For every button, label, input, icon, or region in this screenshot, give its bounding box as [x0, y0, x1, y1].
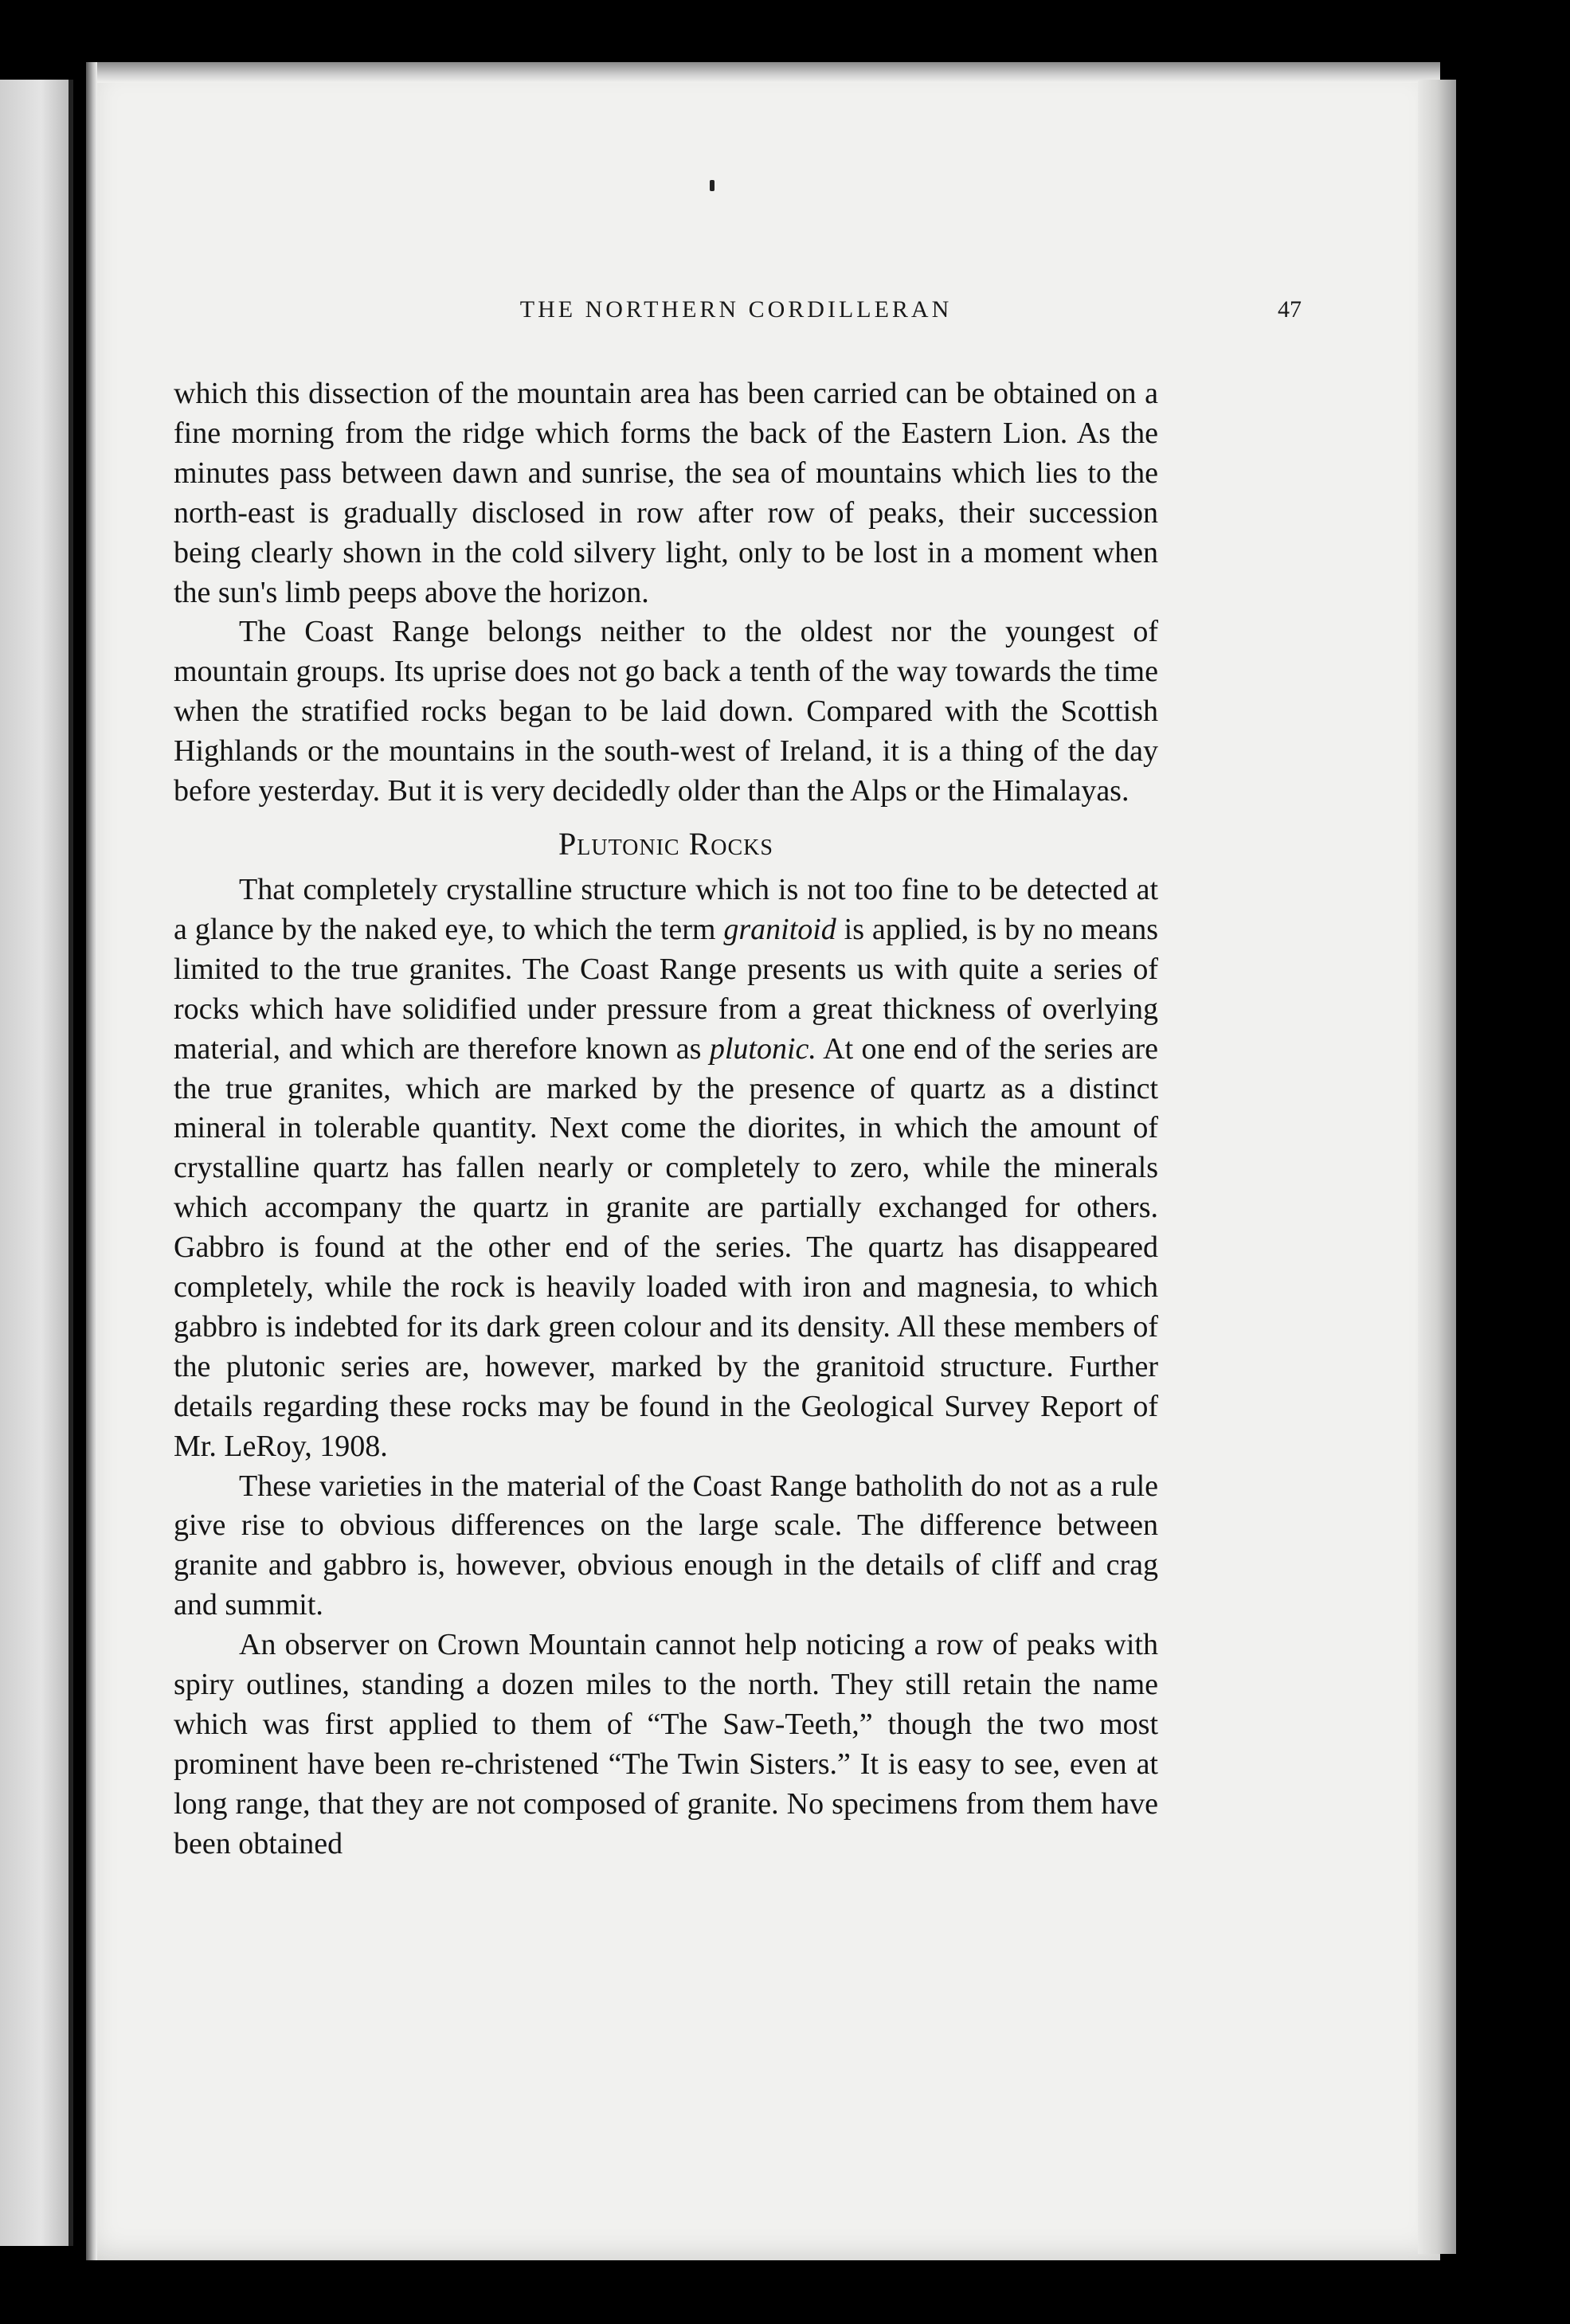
section-heading: Plutonic Rocks: [558, 825, 773, 862]
body-text: [174, 374, 1158, 1864]
paragraph: An observer on Crown Mountain cannot help noticing a row of peaks with spiry outlines, standing a dozen miles to the north. They still retain the name which was first applied to them of “The Saw-Teeth,” though the two most prominent have been re-christened “The Twin Sisters.” It is easy to see, even at long range, that they are not composed of granite. No specimens from them have been obtained: [174, 1628, 1158, 1860]
paragraph: These varieties in the material of the Coast Range batholith do not as a rule give rise to obvious differences on the large scale. The difference between granite and gabbro is, however, obvious enough in the details of cliff and crag and summit.: [174, 1469, 1158, 1622]
italic-term: plutonic.: [709, 1031, 816, 1066]
paragraph: The Coast Range belongs neither to the oldest nor the youngest of mountain groups. Its uprise does not go back a tenth of the way towards the time when the stratified rocks began to be laid down. Compared with the Scottish Highlands or the mountains in the south-west of Ireland, it is a thing of the day before yesterday. But it is very decidedly older than the Alps or the Himalayas.: [174, 615, 1158, 808]
page-gutter-shadow: [86, 62, 97, 2260]
paragraph-text: At one end of the series are the true granites, which are marked by the presence of quartz as a distinct mineral in tolerable quantity. Next come the diorites, in which the amount of crystalline quartz has fallen nearly or completely to zero, while the minerals which accompany the quartz in granite are partially exchanged for others. Gabbro is found at the other end of the series. The quartz has disappeared completely, while the rock is heavily loaded with iron and magnesia, to which gabbro is indebted for its dark green colour and its density. All these members of the plutonic series are, however, marked by the granitoid structure. Further details regarding these rocks may be found in the Geological Survey Report of Mr. LeRoy, 1908.: [174, 1031, 1158, 1463]
printer-mark: [710, 180, 715, 191]
previous-page-edge: [0, 80, 73, 2246]
italic-term: granitoid: [723, 912, 836, 946]
page-number: 47: [1278, 296, 1302, 323]
paragraph-continued: which this dissection of the mountain area has been carried can be obtained on a fine morning from the ridge which forms the back of the Eastern Lion. As the minutes pass between dawn and sunrise, the sea of mountains which lies to the north-east is gradually disclosed in row after row of peaks, their succession being clearly shown in the cold silvery light, only to be lost in a moment when the sun's limb peeps above the horizon.: [174, 377, 1158, 609]
paragraph: [174, 871, 1158, 1467]
paragraph-text: is applied, is by no means limited to the true granites. The Coast Range presents us with quite a series of rocks which have solidified under pressure from a great thickness of overlying material, and which are therefore known as: [174, 912, 1158, 1066]
page-top-shadow: [86, 62, 1440, 83]
running-head: [170, 296, 1302, 336]
page-right-edge: [1418, 80, 1456, 2254]
paragraph-text: That completely crystalline structure which is not too fine to be detected at a glance by the naked eye, to which the term: [174, 872, 1158, 946]
running-head-title: THE NORTHERN CORDILLERAN: [519, 296, 953, 323]
